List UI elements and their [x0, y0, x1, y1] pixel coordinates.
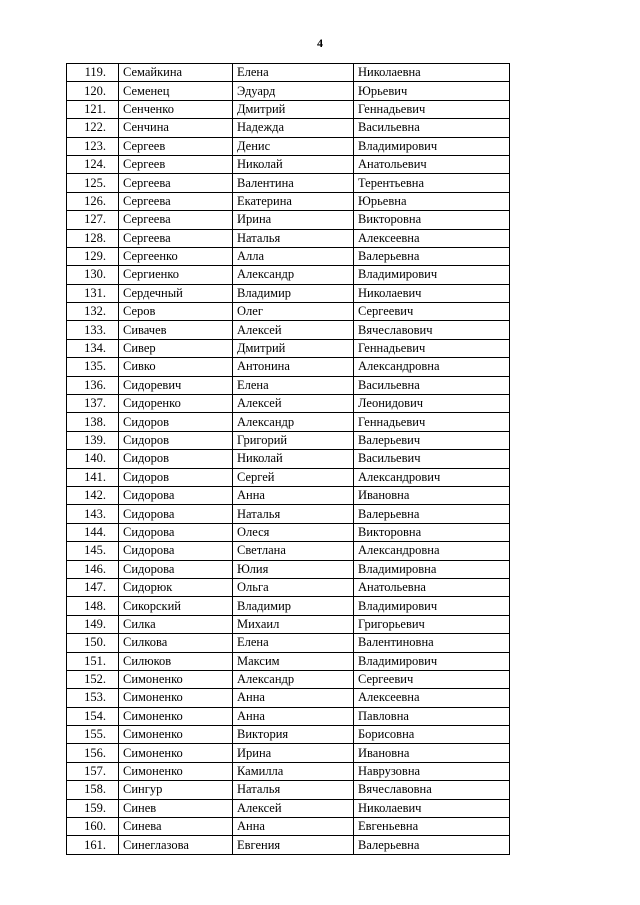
table-row — [67, 542, 510, 560]
table-row — [67, 615, 510, 633]
last-name-cell: Сергиенко — [119, 266, 233, 284]
patronymic-cell: Юрьевна — [354, 192, 510, 210]
last-name-cell: Сидоревич — [119, 376, 233, 394]
patronymic-cell: Валерьевна — [354, 247, 510, 265]
patronymic-cell: Владимирович — [354, 137, 510, 155]
first-name-cell: Юлия — [233, 560, 354, 578]
row-number: 149. — [67, 615, 119, 633]
row-number: 140. — [67, 450, 119, 468]
first-name-cell: Камилла — [233, 762, 354, 780]
table-row — [67, 284, 510, 302]
row-number: 125. — [67, 174, 119, 192]
last-name-cell: Сергеева — [119, 174, 233, 192]
first-name-cell: Николай — [233, 450, 354, 468]
table-row — [67, 781, 510, 799]
last-name-cell: Сивко — [119, 358, 233, 376]
last-name-cell: Симоненко — [119, 707, 233, 725]
first-name-cell: Александр — [233, 266, 354, 284]
table-row — [67, 82, 510, 100]
row-number: 144. — [67, 523, 119, 541]
first-name-cell: Елена — [233, 634, 354, 652]
first-name-cell: Дмитрий — [233, 100, 354, 118]
patronymic-cell: Александровна — [354, 542, 510, 560]
first-name-cell: Григорий — [233, 431, 354, 449]
row-number: 151. — [67, 652, 119, 670]
patronymic-cell: Геннадьевич — [354, 100, 510, 118]
row-number: 120. — [67, 82, 119, 100]
table-row — [67, 523, 510, 541]
last-name-cell: Семенец — [119, 82, 233, 100]
patronymic-cell: Леонидович — [354, 395, 510, 413]
patronymic-cell: Валерьевич — [354, 431, 510, 449]
first-name-cell: Ирина — [233, 744, 354, 762]
table-row — [67, 303, 510, 321]
table-row — [67, 689, 510, 707]
row-number: 133. — [67, 321, 119, 339]
table-row — [67, 762, 510, 780]
table-row — [67, 395, 510, 413]
table-row — [67, 818, 510, 836]
table-row — [67, 578, 510, 596]
first-name-cell: Виктория — [233, 726, 354, 744]
patronymic-cell: Васильевна — [354, 119, 510, 137]
table-row — [67, 560, 510, 578]
first-name-cell: Алексей — [233, 799, 354, 817]
row-number: 154. — [67, 707, 119, 725]
row-number: 147. — [67, 578, 119, 596]
patronymic-cell: Валентиновна — [354, 634, 510, 652]
table-row — [67, 707, 510, 725]
row-number: 126. — [67, 192, 119, 210]
row-number: 139. — [67, 431, 119, 449]
first-name-cell: Наталья — [233, 781, 354, 799]
last-name-cell: Силкова — [119, 634, 233, 652]
row-number: 138. — [67, 413, 119, 431]
first-name-cell: Михаил — [233, 615, 354, 633]
last-name-cell: Сидорова — [119, 486, 233, 504]
last-name-cell: Сидорюк — [119, 578, 233, 596]
last-name-cell: Синева — [119, 818, 233, 836]
patronymic-cell: Николаевич — [354, 799, 510, 817]
last-name-cell: Сенченко — [119, 100, 233, 118]
first-name-cell: Олеся — [233, 523, 354, 541]
patronymic-cell: Григорьевич — [354, 615, 510, 633]
table-row — [67, 100, 510, 118]
row-number: 135. — [67, 358, 119, 376]
row-number: 148. — [67, 597, 119, 615]
patronymic-cell: Александровна — [354, 358, 510, 376]
row-number: 121. — [67, 100, 119, 118]
table-row — [67, 119, 510, 137]
last-name-cell: Сингур — [119, 781, 233, 799]
table-row — [67, 174, 510, 192]
patronymic-cell: Анатольевич — [354, 155, 510, 173]
patronymic-cell: Сергеевич — [354, 303, 510, 321]
first-name-cell: Анна — [233, 689, 354, 707]
first-name-cell: Наталья — [233, 505, 354, 523]
last-name-cell: Сидорова — [119, 542, 233, 560]
table-row — [67, 505, 510, 523]
patronymic-cell: Павловна — [354, 707, 510, 725]
last-name-cell: Симоненко — [119, 689, 233, 707]
last-name-cell: Симоненко — [119, 762, 233, 780]
first-name-cell: Евгения — [233, 836, 354, 854]
first-name-cell: Александр — [233, 413, 354, 431]
patronymic-cell: Викторовна — [354, 211, 510, 229]
first-name-cell: Владимир — [233, 284, 354, 302]
patronymic-cell: Викторовна — [354, 523, 510, 541]
first-name-cell: Алла — [233, 247, 354, 265]
last-name-cell: Сергеев — [119, 155, 233, 173]
table-row — [67, 726, 510, 744]
row-number: 155. — [67, 726, 119, 744]
last-name-cell: Сергеева — [119, 229, 233, 247]
patronymic-cell: Валерьевна — [354, 836, 510, 854]
last-name-cell: Сидоров — [119, 450, 233, 468]
table-row — [67, 652, 510, 670]
row-number: 130. — [67, 266, 119, 284]
row-number: 157. — [67, 762, 119, 780]
table-row — [67, 836, 510, 854]
last-name-cell: Сидоров — [119, 468, 233, 486]
first-name-cell: Алексей — [233, 395, 354, 413]
last-name-cell: Серов — [119, 303, 233, 321]
row-number: 123. — [67, 137, 119, 155]
first-name-cell: Ирина — [233, 211, 354, 229]
first-name-cell: Владимир — [233, 597, 354, 615]
patronymic-cell: Сергеевич — [354, 670, 510, 688]
patronymic-cell: Наврузовна — [354, 762, 510, 780]
last-name-cell: Сергеева — [119, 211, 233, 229]
row-number: 127. — [67, 211, 119, 229]
row-number: 128. — [67, 229, 119, 247]
last-name-cell: Сергеев — [119, 137, 233, 155]
first-name-cell: Екатерина — [233, 192, 354, 210]
first-name-cell: Максим — [233, 652, 354, 670]
roster-body — [67, 64, 510, 855]
table-row — [67, 431, 510, 449]
last-name-cell: Сидорова — [119, 560, 233, 578]
first-name-cell: Александр — [233, 670, 354, 688]
table-row — [67, 266, 510, 284]
patronymic-cell: Владимировна — [354, 560, 510, 578]
row-number: 143. — [67, 505, 119, 523]
patronymic-cell: Евгеньевна — [354, 818, 510, 836]
last-name-cell: Семайкина — [119, 64, 233, 82]
patronymic-cell: Борисовна — [354, 726, 510, 744]
last-name-cell: Симоненко — [119, 744, 233, 762]
last-name-cell: Симоненко — [119, 726, 233, 744]
first-name-cell: Эдуард — [233, 82, 354, 100]
patronymic-cell: Васильевна — [354, 376, 510, 394]
last-name-cell: Симоненко — [119, 670, 233, 688]
row-number: 136. — [67, 376, 119, 394]
first-name-cell: Анна — [233, 818, 354, 836]
table-row — [67, 799, 510, 817]
first-name-cell: Антонина — [233, 358, 354, 376]
row-number: 134. — [67, 339, 119, 357]
last-name-cell: Сидоренко — [119, 395, 233, 413]
page-number: 4 — [317, 36, 323, 50]
table-row — [67, 376, 510, 394]
first-name-cell: Олег — [233, 303, 354, 321]
last-name-cell: Сидорова — [119, 505, 233, 523]
patronymic-cell: Геннадьевич — [354, 413, 510, 431]
first-name-cell: Анна — [233, 707, 354, 725]
table-row — [67, 486, 510, 504]
first-name-cell: Денис — [233, 137, 354, 155]
last-name-cell: Сергеева — [119, 192, 233, 210]
table-row — [67, 321, 510, 339]
patronymic-cell: Юрьевич — [354, 82, 510, 100]
row-number: 141. — [67, 468, 119, 486]
first-name-cell: Валентина — [233, 174, 354, 192]
table-row — [67, 247, 510, 265]
last-name-cell: Сергеенко — [119, 247, 233, 265]
row-number: 137. — [67, 395, 119, 413]
name-roster-table — [66, 63, 510, 855]
row-number: 124. — [67, 155, 119, 173]
patronymic-cell: Ивановна — [354, 744, 510, 762]
patronymic-cell: Валерьевна — [354, 505, 510, 523]
patronymic-cell: Александрович — [354, 468, 510, 486]
last-name-cell: Сивачев — [119, 321, 233, 339]
row-number: 146. — [67, 560, 119, 578]
patronymic-cell: Николаевна — [354, 64, 510, 82]
row-number: 142. — [67, 486, 119, 504]
first-name-cell: Дмитрий — [233, 339, 354, 357]
table-row — [67, 468, 510, 486]
row-number: 122. — [67, 119, 119, 137]
last-name-cell: Сидоров — [119, 413, 233, 431]
last-name-cell: Сидоров — [119, 431, 233, 449]
last-name-cell: Сенчина — [119, 119, 233, 137]
row-number: 129. — [67, 247, 119, 265]
first-name-cell: Сергей — [233, 468, 354, 486]
row-number: 153. — [67, 689, 119, 707]
patronymic-cell: Геннадьевич — [354, 339, 510, 357]
table-row — [67, 413, 510, 431]
patronymic-cell: Владимирович — [354, 652, 510, 670]
first-name-cell: Анна — [233, 486, 354, 504]
row-number: 145. — [67, 542, 119, 560]
row-number: 161. — [67, 836, 119, 854]
row-number: 131. — [67, 284, 119, 302]
row-number: 156. — [67, 744, 119, 762]
table-row — [67, 597, 510, 615]
patronymic-cell: Алексеевна — [354, 229, 510, 247]
patronymic-cell: Алексеевна — [354, 689, 510, 707]
table-row — [67, 137, 510, 155]
first-name-cell: Елена — [233, 64, 354, 82]
table-row — [67, 670, 510, 688]
first-name-cell: Николай — [233, 155, 354, 173]
last-name-cell: Силюков — [119, 652, 233, 670]
patronymic-cell: Владимирович — [354, 266, 510, 284]
first-name-cell: Светлана — [233, 542, 354, 560]
row-number: 119. — [67, 64, 119, 82]
table-row — [67, 64, 510, 82]
patronymic-cell: Васильевич — [354, 450, 510, 468]
table-row — [67, 450, 510, 468]
first-name-cell: Алексей — [233, 321, 354, 339]
patronymic-cell: Вячеславовна — [354, 781, 510, 799]
table-row — [67, 358, 510, 376]
row-number: 132. — [67, 303, 119, 321]
patronymic-cell: Вячеславович — [354, 321, 510, 339]
row-number: 158. — [67, 781, 119, 799]
table-row — [67, 229, 510, 247]
last-name-cell: Сикорский — [119, 597, 233, 615]
last-name-cell: Сидорова — [119, 523, 233, 541]
row-number: 160. — [67, 818, 119, 836]
table-row — [67, 211, 510, 229]
patronymic-cell: Терентьевна — [354, 174, 510, 192]
table-row — [67, 634, 510, 652]
last-name-cell: Синеглазова — [119, 836, 233, 854]
last-name-cell: Сивер — [119, 339, 233, 357]
row-number: 159. — [67, 799, 119, 817]
last-name-cell: Сердечный — [119, 284, 233, 302]
table-row — [67, 155, 510, 173]
first-name-cell: Елена — [233, 376, 354, 394]
first-name-cell: Ольга — [233, 578, 354, 596]
last-name-cell: Силка — [119, 615, 233, 633]
patronymic-cell: Ивановна — [354, 486, 510, 504]
first-name-cell: Надежда — [233, 119, 354, 137]
table-row — [67, 339, 510, 357]
row-number: 150. — [67, 634, 119, 652]
patronymic-cell: Анатольевна — [354, 578, 510, 596]
last-name-cell: Синев — [119, 799, 233, 817]
row-number: 152. — [67, 670, 119, 688]
table-row — [67, 192, 510, 210]
patronymic-cell: Владимирович — [354, 597, 510, 615]
first-name-cell: Наталья — [233, 229, 354, 247]
table-row — [67, 744, 510, 762]
patronymic-cell: Николаевич — [354, 284, 510, 302]
